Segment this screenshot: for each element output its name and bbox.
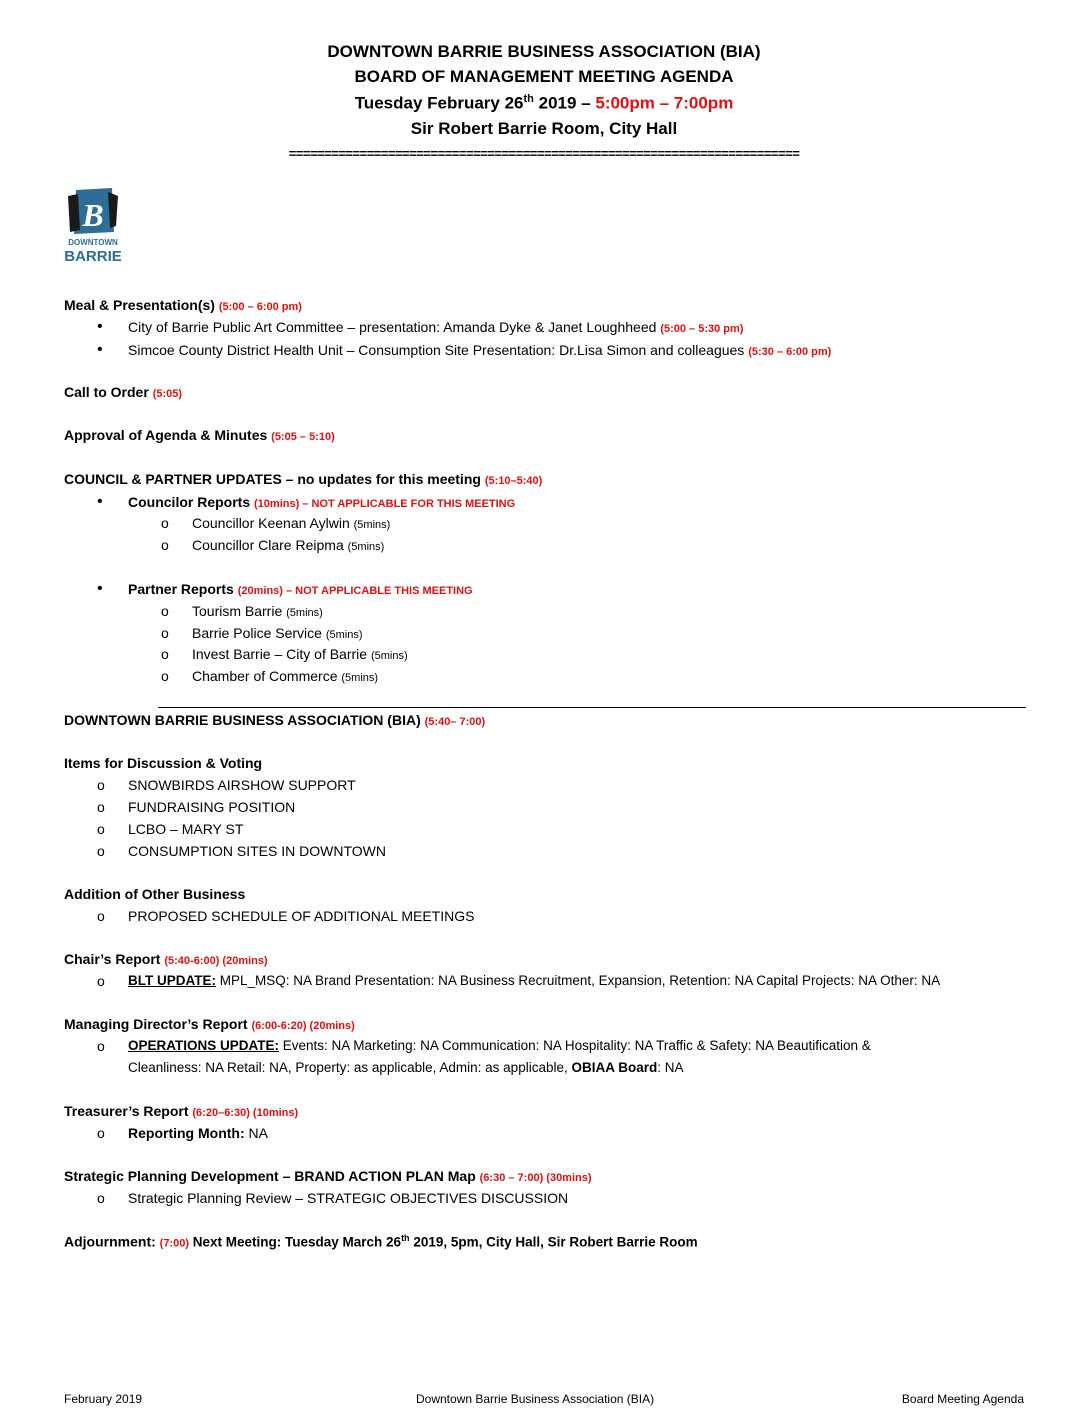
bia-heading bbox=[64, 712, 485, 728]
circle-bullet-icon: o bbox=[97, 1038, 105, 1054]
reporting-month-value: NA bbox=[244, 1125, 268, 1141]
circle-bullet-icon: o bbox=[161, 625, 169, 641]
meal-time: (5:00 – 6:00 pm) bbox=[218, 301, 302, 313]
partner-reports-title: Partner Reports bbox=[128, 581, 238, 597]
circle-bullet-icon: o bbox=[97, 799, 105, 815]
md-report-time: (6:00-6:20) (20mins) bbox=[251, 1020, 355, 1032]
blt-update-label: BLT UPDATE: bbox=[128, 973, 216, 988]
chair-report-title: Chair’s Report bbox=[64, 951, 165, 967]
councillor-item bbox=[192, 515, 390, 531]
circle-bullet-icon: o bbox=[161, 668, 169, 684]
circle-bullet-icon: o bbox=[97, 908, 105, 924]
footer-doc-title: Board Meeting Agenda bbox=[901, 1392, 1024, 1406]
strategic-item: Strategic Planning Review – STRATEGIC OBJECTIVES DISCUSSION bbox=[128, 1190, 569, 1206]
councillor-name: Councillor Clare Reipma bbox=[192, 537, 348, 553]
councillor-time: (5mins) bbox=[353, 519, 391, 531]
strategic-heading bbox=[64, 1168, 592, 1184]
councilor-reports-title: Councilor Reports bbox=[128, 494, 255, 510]
meal-item-time: (5:00 – 5:30 pm) bbox=[660, 323, 744, 335]
footer-date: February 2019 bbox=[64, 1392, 143, 1406]
logo-barrie-text: BARRIE bbox=[64, 248, 122, 265]
header-location: Sir Robert Barrie Room, City Hall bbox=[410, 119, 678, 138]
partner-item bbox=[192, 646, 408, 662]
other-business-item: PROPOSED SCHEDULE OF ADDITIONAL MEETINGS bbox=[128, 908, 475, 924]
circle-bullet-icon: o bbox=[161, 646, 169, 662]
partner-time: (5mins) bbox=[286, 607, 323, 619]
chair-report-time: (5:40-6:00) (20mins) bbox=[164, 955, 268, 967]
partner-name: Chamber of Commerce bbox=[192, 668, 342, 684]
partner-item bbox=[192, 668, 378, 684]
downtown-barrie-logo bbox=[64, 186, 122, 270]
meal-item-text: Simcoe County District Health Unit – Consumption Site Presentation: Dr.Lisa Simon and colleagues bbox=[128, 342, 749, 358]
other-business-heading: Addition of Other Business bbox=[64, 886, 246, 902]
header-separator: ======================================================================== bbox=[288, 146, 800, 161]
bullet-icon: • bbox=[97, 318, 103, 335]
call-to-order-time: (5:05) bbox=[152, 388, 183, 400]
meal-title: Meal & Presentation(s) bbox=[64, 297, 219, 313]
partner-name: Invest Barrie – City of Barrie bbox=[192, 646, 371, 662]
discussion-item: LCBO – MARY ST bbox=[128, 821, 244, 837]
partner-time: (5mins) bbox=[325, 629, 363, 641]
partner-name: Tourism Barrie bbox=[192, 603, 287, 619]
discussion-item: CONSUMPTION SITES IN DOWNTOWN bbox=[128, 843, 386, 859]
treasurer-report-heading bbox=[64, 1103, 298, 1119]
chair-report-heading bbox=[64, 951, 268, 967]
approval-title: Approval of Agenda & Minutes bbox=[64, 427, 272, 443]
discussion-item: SNOWBIRDS AIRSHOW SUPPORT bbox=[128, 777, 356, 793]
adjournment bbox=[64, 1233, 698, 1250]
council-title: COUNCIL & PARTNER UPDATES – no updates for this meeting bbox=[64, 471, 485, 487]
discussion-heading: Items for Discussion & Voting bbox=[64, 755, 263, 771]
council-time: (5:10–5:40) bbox=[484, 475, 543, 487]
discussion-item: FUNDRAISING POSITION bbox=[128, 799, 296, 815]
bullet-icon: • bbox=[97, 493, 103, 510]
md-report-item-cont bbox=[128, 1060, 684, 1075]
header-date-suffix: th bbox=[523, 93, 534, 105]
md-report-heading bbox=[64, 1016, 355, 1032]
operations-update-text: Events: NA Marketing: NA Communication: NA Hospitality: NA Traffic & Safety: NA Beautification & bbox=[279, 1038, 871, 1053]
next-meeting-text: Next Meeting: Tuesday March 26 bbox=[189, 1234, 402, 1250]
header-agenda-title: BOARD OF MANAGEMENT MEETING AGENDA bbox=[354, 67, 734, 86]
header-date-time bbox=[0, 93, 1088, 114]
obiaa-board-label: OBIAA Board bbox=[571, 1060, 658, 1075]
councillor-item bbox=[192, 537, 384, 553]
section-divider bbox=[158, 707, 1026, 708]
partner-reports bbox=[128, 581, 473, 597]
circle-bullet-icon: o bbox=[97, 821, 105, 837]
header-date: Tuesday February 26 bbox=[354, 93, 524, 113]
treasurer-report-time: (6:20–6:30) (10mins) bbox=[192, 1107, 299, 1119]
circle-bullet-icon: o bbox=[97, 843, 105, 859]
meal-item bbox=[128, 342, 831, 358]
blt-update-text: MPL_MSQ: NA Brand Presentation: NA Business Recruitment, Expansion, Retention: NA Capital Projects: NA Other: NA bbox=[216, 973, 941, 988]
circle-bullet-icon: o bbox=[97, 1190, 105, 1206]
svg-text:B: B bbox=[82, 197, 104, 233]
header-time: 5:00pm – 7:00pm bbox=[595, 93, 734, 113]
meal-heading bbox=[64, 297, 302, 313]
treasurer-report-title: Treasurer’s Report bbox=[64, 1103, 193, 1119]
councilor-reports bbox=[128, 494, 515, 510]
meal-item bbox=[128, 319, 743, 335]
approval-time: (5:05 – 5:10) bbox=[271, 431, 335, 443]
adjournment-time: (7:00) bbox=[159, 1237, 189, 1250]
circle-bullet-icon: o bbox=[97, 973, 105, 989]
councilor-reports-note: (10mins) – NOT APPLICABLE FOR THIS MEETING bbox=[254, 498, 516, 510]
councillor-name: Councillor Keenan Aylwin bbox=[192, 515, 354, 531]
councillor-time: (5mins) bbox=[347, 541, 385, 553]
call-to-order-title: Call to Order bbox=[64, 384, 153, 400]
md-report-item bbox=[128, 1038, 871, 1053]
council-heading bbox=[64, 471, 542, 487]
bullet-icon: • bbox=[97, 580, 103, 597]
logo-downtown-text: DOWNTOWN bbox=[68, 238, 118, 247]
partner-item bbox=[192, 603, 323, 619]
operations-update-label: OPERATIONS UPDATE: bbox=[128, 1038, 280, 1053]
approval-heading bbox=[64, 427, 335, 443]
md-report-title: Managing Director’s Report bbox=[64, 1016, 252, 1032]
partner-reports-note: (20mins) – NOT APPLICABLE THIS MEETING bbox=[237, 585, 473, 597]
adjournment-title: Adjournment: bbox=[64, 1233, 160, 1250]
treasurer-report-item bbox=[128, 1125, 268, 1141]
partner-time: (5mins) bbox=[370, 650, 408, 662]
header-org-title: DOWNTOWN BARRIE BUSINESS ASSOCIATION (BIA) bbox=[327, 42, 761, 61]
next-meeting-details: 2019, 5pm, City Hall, Sir Robert Barrie Room bbox=[409, 1234, 698, 1250]
circle-bullet-icon: o bbox=[97, 1125, 105, 1141]
bia-title: DOWNTOWN BARRIE BUSINESS ASSOCIATION (BIA) bbox=[64, 712, 425, 728]
partner-name: Barrie Police Service bbox=[192, 625, 326, 641]
header-year: 2019 – bbox=[533, 93, 596, 113]
next-meeting-date-suffix: th bbox=[401, 1233, 410, 1243]
operations-update-text-cont: Cleanliness: NA Retail: NA, Property: as applicable, Admin: as applicable, bbox=[128, 1060, 572, 1075]
circle-bullet-icon: o bbox=[161, 603, 169, 619]
strategic-time: (6:30 – 7:00) (30mins) bbox=[479, 1172, 592, 1184]
reporting-month-label: Reporting Month: bbox=[128, 1125, 245, 1141]
circle-bullet-icon: o bbox=[97, 777, 105, 793]
circle-bullet-icon: o bbox=[161, 537, 169, 553]
obiaa-board-value: : NA bbox=[657, 1060, 684, 1075]
bullet-icon: • bbox=[97, 341, 103, 358]
chair-report-item bbox=[128, 973, 940, 988]
meal-item-text: City of Barrie Public Art Committee – presentation: Amanda Dyke & Janet Loughheed bbox=[128, 319, 661, 335]
meal-item-time: (5:30 – 6:00 pm) bbox=[748, 346, 832, 358]
strategic-title: Strategic Planning Development – BRAND ACTION PLAN Map bbox=[64, 1168, 480, 1184]
bia-time: (5:40– 7:00) bbox=[424, 716, 486, 728]
partner-item bbox=[192, 625, 363, 641]
call-to-order bbox=[64, 384, 182, 400]
footer-org: Downtown Barrie Business Association (BIA) bbox=[416, 1392, 655, 1406]
partner-time: (5mins) bbox=[341, 672, 379, 684]
circle-bullet-icon: o bbox=[161, 515, 169, 531]
